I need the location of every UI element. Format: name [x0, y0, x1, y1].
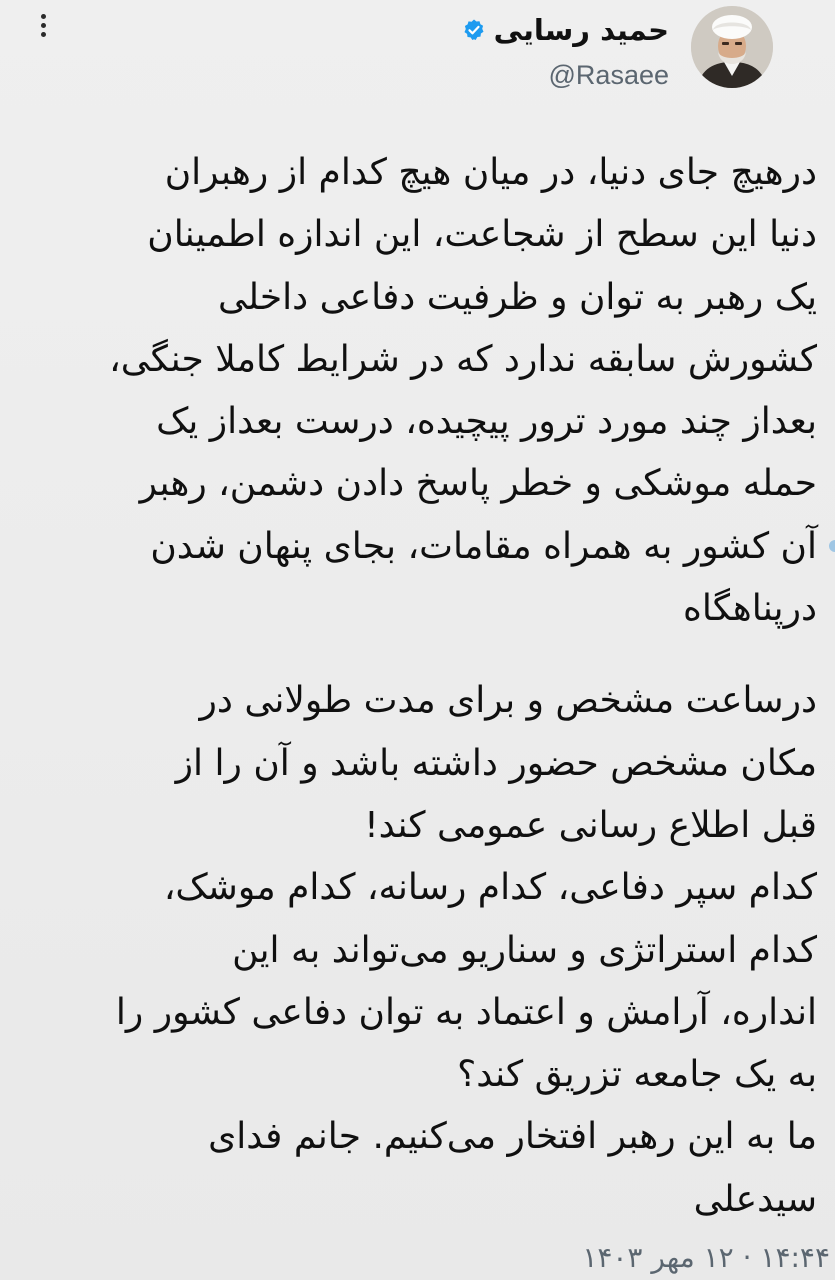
avatar[interactable] [691, 6, 773, 88]
verified-badge-icon [462, 18, 486, 42]
tweet-line: ما به این رهبر افتخار می‌کنیم. جانم فدای [208, 1116, 817, 1158]
tweet-text [17, 142, 817, 1231]
author-handle[interactable]: @Rasaee [548, 60, 669, 90]
tweet-line: انداره، آرامش و اعتماد به توان دفاعی کشور را [115, 991, 817, 1033]
tweet-line: درپناهگاه [683, 588, 817, 630]
paragraph-gap [17, 640, 817, 670]
tweet-line: درهیچ جای دنیا، در میان هیچ کدام از رهبران [164, 152, 817, 193]
tweet-line: کدام سپر دفاعی، کدام رسانه، کدام موشک، [163, 867, 817, 909]
tweet-line: درساعت مشخص و برای مدت طولانی در [199, 680, 817, 722]
more-options-button[interactable] [30, 10, 56, 40]
tweet-header [0, 0, 835, 108]
more-vertical-icon [41, 14, 46, 19]
scroll-indicator [829, 540, 835, 552]
tweet-line: حمله موشکی و خطر پاسخ دادن دشمن، رهبر [139, 463, 817, 505]
tweet-line: بعداز چند مورد ترور پیچیده، درست بعداز یک [156, 401, 817, 443]
tweet-line: کشورش سابقه ندارد که در شرایط کاملا جنگی، [109, 338, 817, 380]
tweet-paragraph-2 [17, 670, 817, 1231]
tweet-line: یک رهبر به توان و ظرفیت دفاعی داخلی [217, 276, 817, 318]
tweet-line: دنیا این سطح از شجاعت، این اندازه اطمینان [147, 214, 817, 256]
tweet-line: آن کشور به همراه مقامات، بجای پنهان شدن [150, 525, 817, 567]
tweet-line: به یک جامعه تزریق کند؟ [457, 1054, 817, 1096]
tweet-line: کدام استراتژی و سناریو می‌تواند به این [232, 929, 817, 971]
tweet-line: سیدعلی [693, 1178, 817, 1220]
tweet-line: مکان مشخص حضور داشته باشد و آن را از [175, 742, 817, 784]
tweet-paragraph-1 [17, 142, 817, 640]
author-display-name[interactable]: حمید رسایی [493, 13, 669, 47]
tweet-line: قبل اطلاع رسانی عمومی کند! [364, 804, 817, 846]
author-block[interactable] [462, 6, 669, 91]
tweet-timestamp[interactable]: ۱۴:۴۴ · ۱۲ مهر ۱۴۰۳ [582, 1241, 830, 1274]
